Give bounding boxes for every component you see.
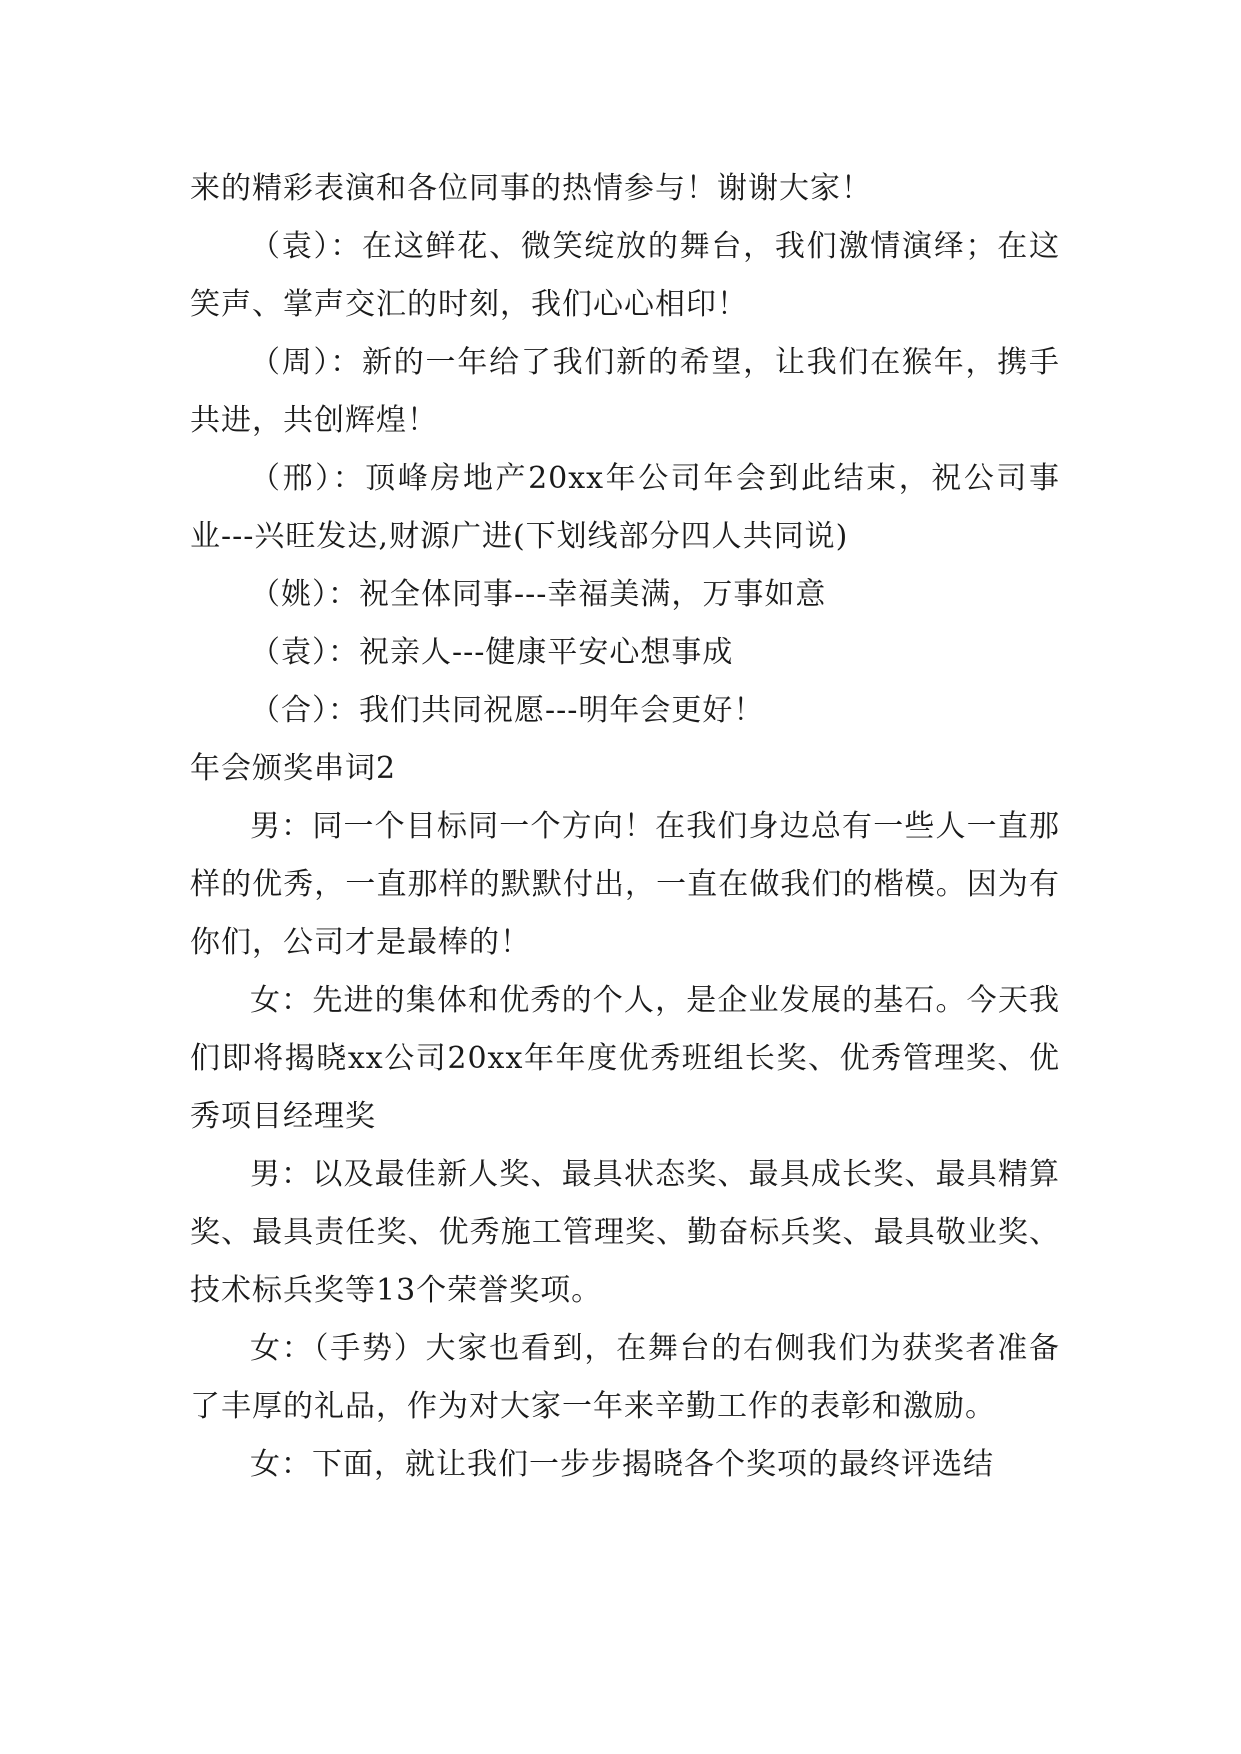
paragraph: （邢）：顶峰房地产20xx年公司年会到此结束，祝公司事业---兴旺发达,财源广进(下划线部分四人共同说) xyxy=(190,461,1060,554)
paragraph: 女：先进的集体和优秀的个人，是企业发展的基石。今天我们即将揭晓xx公司20xx年年度优秀班组长奖、优秀管理奖、优秀项目经理奖 xyxy=(190,983,1060,1134)
paragraph: （姚）：祝全体同事---幸福美满，万事如意 xyxy=(250,577,827,612)
paragraph: 来的精彩表演和各位同事的热情参与！谢谢大家！ xyxy=(190,171,872,206)
paragraph: 女：（手势）大家也看到，在舞台的右侧我们为获奖者准备了丰厚的礼品，作为对大家一年来辛勤工作的表彰和激励。 xyxy=(190,1331,1060,1424)
section-heading: 年会颁奖串词2 xyxy=(190,751,397,786)
paragraph: 女：下面，就让我们一步步揭晓各个奖项的最终评选结 xyxy=(250,1447,994,1482)
paragraph: （袁）：祝亲人---健康平安心想事成 xyxy=(250,635,734,670)
paragraph: 男：同一个目标同一个方向！在我们身边总有一些人一直那样的优秀，一直那样的默默付出，一直在做我们的楷模。因为有你们，公司才是最棒的！ xyxy=(190,809,1060,960)
paragraph: （合）：我们共同祝愿---明年会更好！ xyxy=(250,693,765,728)
paragraph: （周）：新的一年给了我们新的希望，让我们在猴年，携手共进，共创辉煌！ xyxy=(190,345,1060,438)
paragraph: （袁）：在这鲜花、微笑绽放的舞台，我们激情演绎；在这笑声、掌声交汇的时刻，我们心心相印！ xyxy=(190,229,1060,322)
document-body xyxy=(190,160,1060,1494)
paragraph: 男：以及最佳新人奖、最具状态奖、最具成长奖、最具精算奖、最具责任奖、优秀施工管理奖、勤奋标兵奖、最具敬业奖、技术标兵奖等13个荣誉奖项。 xyxy=(190,1157,1060,1308)
